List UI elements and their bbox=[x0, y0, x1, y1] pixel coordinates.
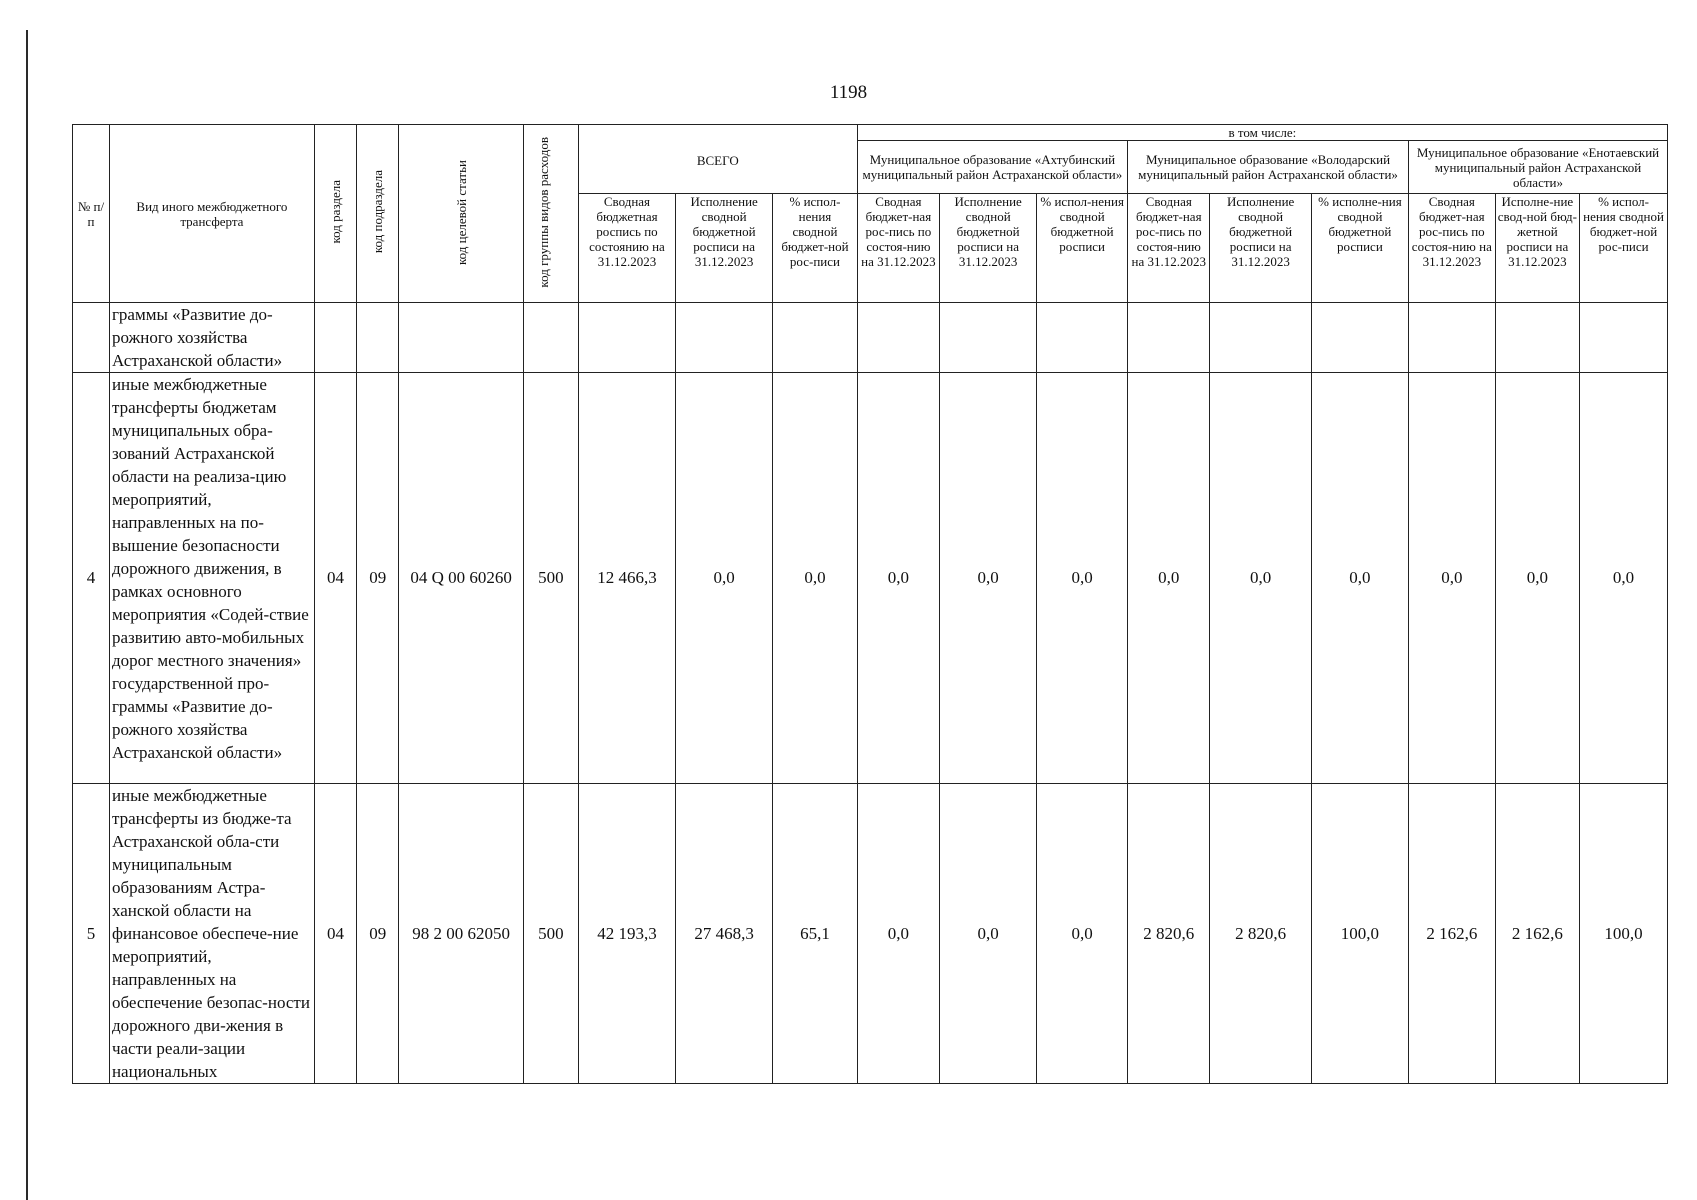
row-mo3-plan bbox=[1409, 303, 1496, 373]
row-mo2-plan: 2 820,6 bbox=[1128, 784, 1210, 1084]
row-mo3-plan: 2 162,6 bbox=[1409, 784, 1496, 1084]
header-num: № п/п bbox=[73, 125, 110, 303]
row-num: 4 bbox=[73, 373, 110, 784]
row-mo3-fact: 2 162,6 bbox=[1495, 784, 1579, 1084]
row-vsego-plan bbox=[578, 303, 675, 373]
row-mo2-plan: 0,0 bbox=[1128, 373, 1210, 784]
row-mo1-fact: 0,0 bbox=[940, 373, 1037, 784]
row-podrazdel bbox=[357, 303, 399, 373]
header-mo-enotaevsky: Муниципальное образование «Енотаевский муниципальный район Астраханской области» bbox=[1409, 141, 1668, 194]
row-podrazdel: 09 bbox=[357, 373, 399, 784]
row-mo1-fact: 0,0 bbox=[940, 784, 1037, 1084]
header-mo1-fact: Исполнение сводной бюджетной росписи на 31.12.2023 bbox=[940, 194, 1037, 303]
row-vsego-plan: 42 193,3 bbox=[578, 784, 675, 1084]
row-vsego-fact: 27 468,3 bbox=[676, 784, 773, 1084]
header-mo2-plan: Сводная бюджет-ная рос-пись по состоя-нию на 31.12.2023 bbox=[1128, 194, 1210, 303]
row-mo3-percent bbox=[1580, 303, 1668, 373]
table-row bbox=[73, 303, 1668, 373]
header-vid: Вид иного межбюджетного трансферта bbox=[109, 125, 314, 303]
row-statia: 04 Q 00 60260 bbox=[399, 373, 524, 784]
row-name: иные межбюджетные трансферты из бюдже-та Астраханской обла-сти муниципальным образованиям Астра-ханской области на финансовое обеспече-ние мероприятий, направленных на обеспечение безопас-ности дорожного дви-жения в части реали-зации национальных bbox=[109, 784, 314, 1084]
row-mo3-percent: 100,0 bbox=[1580, 784, 1668, 1084]
table-row bbox=[73, 784, 1668, 1084]
header-mo2-fact: Исполнение сводной бюджетной росписи на 31.12.2023 bbox=[1210, 194, 1311, 303]
row-statia: 98 2 00 62050 bbox=[399, 784, 524, 1084]
header-vsego: ВСЕГО bbox=[578, 125, 857, 194]
header-mo3-percent: % испол-нения сводной бюджет-ной рос-писи bbox=[1580, 194, 1668, 303]
row-name: иные межбюджетные трансферты бюджетам муниципальных обра-зований Астраханской области на реализа-цию мероприятий, направленных на по-вышение безопасности дорожного движения, в рамках основного мероприятия «Содей-ствие развитию авто-мобильных дорог местного значения» государственной про-граммы «Развитие до-рожного хозяйства Астраханской области» bbox=[109, 373, 314, 784]
row-mo2-fact bbox=[1210, 303, 1311, 373]
row-razdel: 04 bbox=[314, 784, 356, 1084]
row-mo2-fact: 0,0 bbox=[1210, 373, 1311, 784]
row-mo1-percent bbox=[1037, 303, 1128, 373]
header-vsego-percent: % испол-нения сводной бюджет-ной рос-писи bbox=[773, 194, 857, 303]
row-vsego-fact: 0,0 bbox=[676, 373, 773, 784]
header-mo2-percent: % исполне-ния сводной бюджетной росписи bbox=[1311, 194, 1408, 303]
row-mo2-fact: 2 820,6 bbox=[1210, 784, 1311, 1084]
row-razdel: 04 bbox=[314, 373, 356, 784]
header-vsego-plan: Сводная бюджетная роспись по состоянию на 31.12.2023 bbox=[578, 194, 675, 303]
row-vsego-percent: 0,0 bbox=[773, 373, 857, 784]
header-kod-podrazdela: код подраздела bbox=[357, 125, 399, 303]
row-mo2-percent bbox=[1311, 303, 1408, 373]
header-mo-akhtubinsky: Муниципальное образование «Ахтубинский муниципальный район Астраханской области» bbox=[857, 141, 1127, 194]
row-vsego-percent bbox=[773, 303, 857, 373]
header-mo-volodarsky: Муниципальное образование «Володарский муниципальный район Астраханской области» bbox=[1128, 141, 1409, 194]
header-kod-gruppy: код группы видов расходов bbox=[523, 125, 578, 303]
row-vsego-percent: 65,1 bbox=[773, 784, 857, 1084]
row-mo1-percent: 0,0 bbox=[1037, 373, 1128, 784]
row-mo1-fact bbox=[940, 303, 1037, 373]
row-mo1-plan: 0,0 bbox=[857, 784, 939, 1084]
row-vsego-fact bbox=[676, 303, 773, 373]
row-mo3-fact: 0,0 bbox=[1495, 373, 1579, 784]
row-num: 5 bbox=[73, 784, 110, 1084]
row-podrazdel: 09 bbox=[357, 784, 399, 1084]
row-num bbox=[73, 303, 110, 373]
header-mo1-percent: % испол-нения сводной бюджетной росписи bbox=[1037, 194, 1128, 303]
row-gruppa bbox=[523, 303, 578, 373]
page-number: 1198 bbox=[829, 82, 868, 103]
row-mo2-plan bbox=[1128, 303, 1210, 373]
header-v-tom-chisle: в том числе: bbox=[857, 125, 1667, 141]
row-name: граммы «Развитие до-рожного хозяйства Астраханской области» bbox=[109, 303, 314, 373]
row-gruppa: 500 bbox=[523, 373, 578, 784]
row-mo3-percent: 0,0 bbox=[1580, 373, 1668, 784]
row-mo3-plan: 0,0 bbox=[1409, 373, 1496, 784]
row-mo2-percent: 100,0 bbox=[1311, 784, 1408, 1084]
header-mo3-fact: Исполне-ние свод-ной бюд-жетной росписи на 31.12.2023 bbox=[1495, 194, 1579, 303]
header-vsego-fact: Исполнение сводной бюджетной росписи на 31.12.2023 bbox=[676, 194, 773, 303]
budget-table bbox=[72, 124, 1668, 1084]
row-mo1-plan bbox=[857, 303, 939, 373]
header-mo1-plan: Сводная бюджет-ная рос-пись по состоя-нию на 31.12.2023 bbox=[857, 194, 939, 303]
row-mo1-plan: 0,0 bbox=[857, 373, 939, 784]
row-mo2-percent: 0,0 bbox=[1311, 373, 1408, 784]
row-mo3-fact bbox=[1495, 303, 1579, 373]
header-mo3-plan: Сводная бюджет-ная рос-пись по состоя-нию на 31.12.2023 bbox=[1409, 194, 1496, 303]
header-kod-stati: код целевой статьи bbox=[399, 125, 524, 303]
row-statia bbox=[399, 303, 524, 373]
table-row bbox=[73, 373, 1668, 784]
row-razdel bbox=[314, 303, 356, 373]
row-mo1-percent: 0,0 bbox=[1037, 784, 1128, 1084]
row-gruppa: 500 bbox=[523, 784, 578, 1084]
header-kod-razdela: код раздела bbox=[314, 125, 356, 303]
row-vsego-plan: 12 466,3 bbox=[578, 373, 675, 784]
scan-margin-line bbox=[26, 30, 28, 1200]
